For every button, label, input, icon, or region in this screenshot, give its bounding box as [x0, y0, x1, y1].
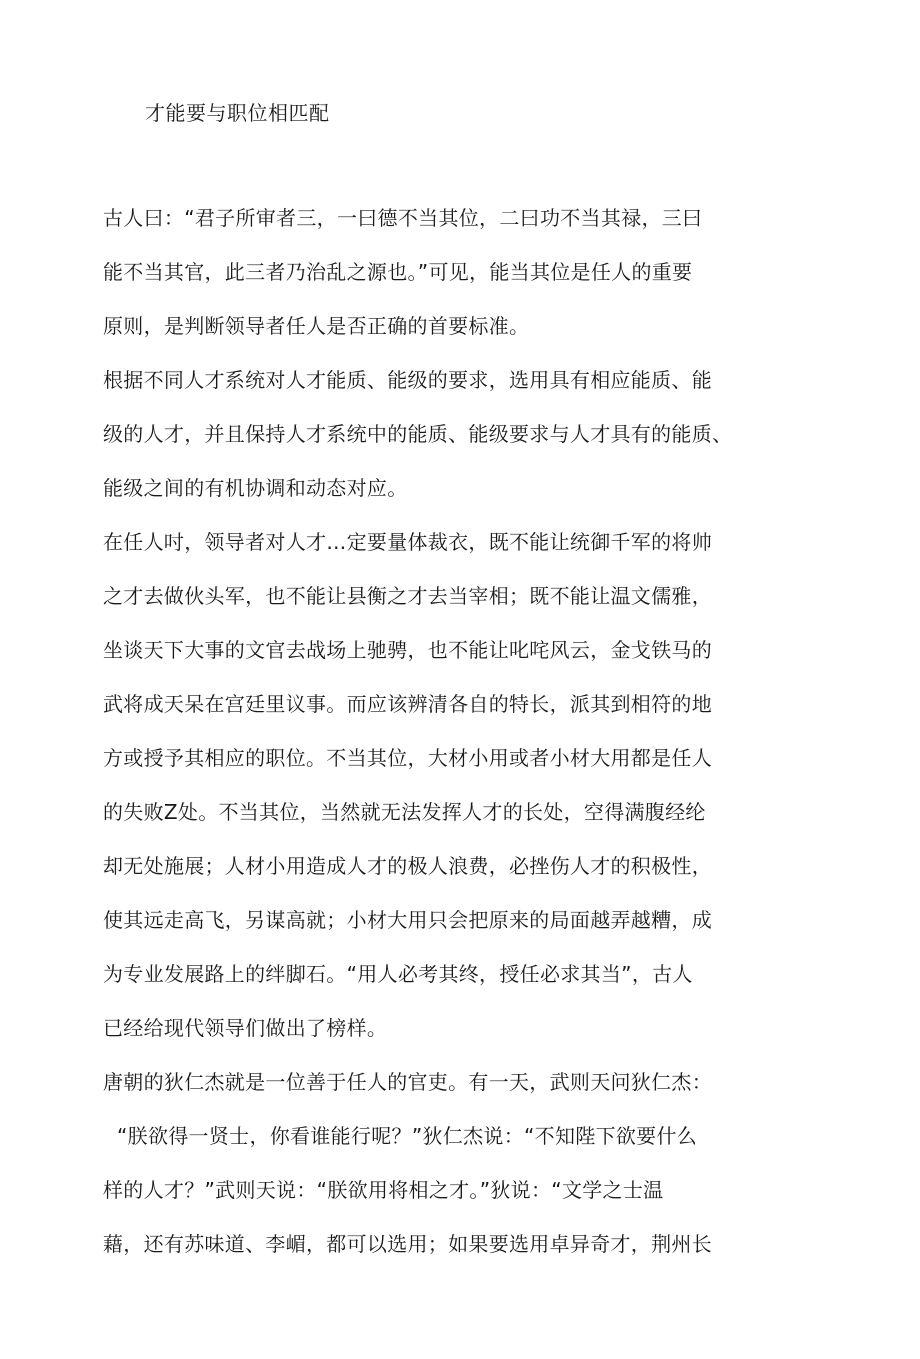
text-line: 武将成天呆在宫廷里议事。而应该辨清各自的特长，派其到相符的地	[103, 692, 712, 716]
text-line: 为专业发展路上的绊脚石。“用人必考其终，授任必求其当”，古人	[103, 962, 693, 986]
text-line: 坐谈天下大事的文官去战场上驰骋，也不能让叱咤风云，金戈铁马的	[103, 638, 712, 662]
text-line: 原则，是判断领导者任人是否正确的首要标准。	[103, 314, 530, 338]
text-line: 藉，还有苏味道、李嵋，都可以选用；如果要选用卓异奇才，荆州长	[103, 1232, 712, 1256]
document-body	[103, 204, 823, 1284]
text-line: 已经给现代领导们做出了榜样。	[103, 1016, 388, 1040]
text-line: 能级之间的有机协调和动态对应。	[103, 476, 408, 500]
text-line: 级的人才，并且保持人才系统中的能质、能级要求与人才具有的能质、	[103, 422, 733, 446]
text-line: 的失败Z处。不当其位，当然就无法发挥人才的长处，空得满腹经纶	[103, 800, 706, 824]
text-line: 却无处施展；人材小用造成人才的极人浪费，必挫伤人才的积极性，	[103, 854, 712, 878]
text-line: 能不当其官，此三者乃治乱之源也。”可见，能当其位是任人的重要	[103, 260, 693, 284]
text-line: 使其远走高飞，另谋高就；小材大用只会把原来的局面越弄越糟，成	[103, 908, 712, 932]
text-line: 方或授予其相应的职位。不当其位，大材小用或者小材大用都是任人	[103, 746, 712, 770]
text-line: 唐朝的狄仁杰就是一位善于任人的官吏。有一天，武则天问狄仁杰：	[103, 1070, 712, 1094]
text-line: 根据不同人才系统对人才能质、能级的要求，选用具有相应能质、能	[103, 368, 712, 392]
text-line: “朕欲得一贤士，你看谁能行呢？”狄仁杰说：“不知陛下欲要什么	[117, 1124, 698, 1148]
text-line: 之才去做伙头军，也不能让县衡之才去当宰相；既不能让温文儒雅，	[103, 584, 712, 608]
document-title: 才能要与职位相匹配	[145, 101, 330, 125]
text-line: 样的人才？”武则天说：“朕欲用将相之才。”狄说：“文学之士温	[103, 1178, 664, 1202]
text-line: 古人曰：“君子所审者三，一曰德不当其位，二曰功不当其禄，三曰	[103, 206, 703, 230]
text-line: 在任人吋，领导者对人才…定要量体裁衣，既不能让统御千军的将帅	[103, 530, 712, 554]
